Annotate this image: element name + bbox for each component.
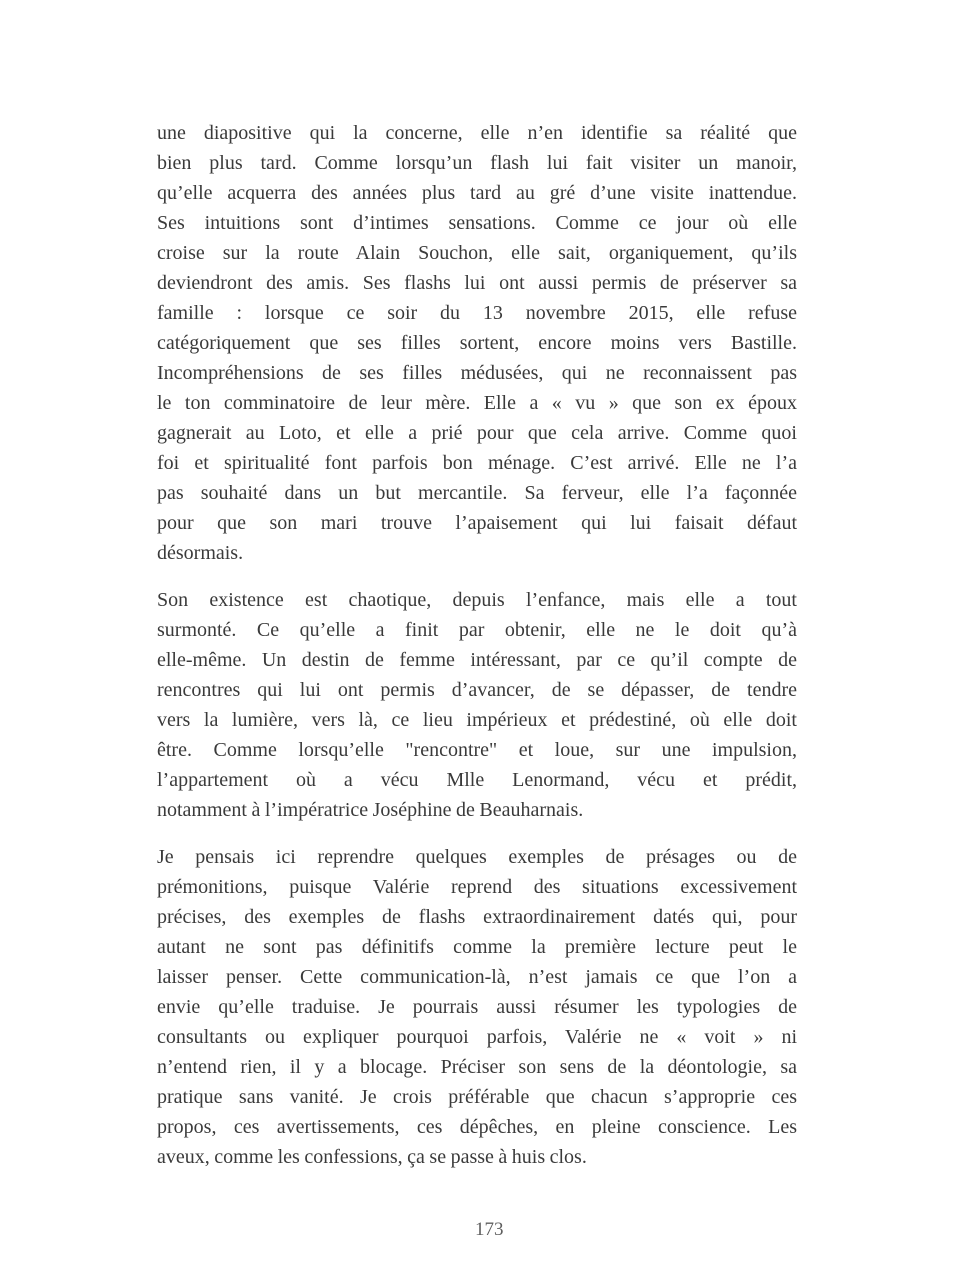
text-line: Je pensais ici reprendre quelques exemples de présages ou de: [157, 846, 797, 868]
text-line: propos, ces avertissements, ces dépêches, en pleine conscience. Les: [157, 1116, 797, 1138]
text-line: être. Comme lorsqu’elle "rencontre" et loue, sur une impulsion,: [157, 739, 797, 761]
text-line: pas souhaité dans un but mercantile. Sa ferveur, elle l’a façonnée: [157, 482, 797, 504]
page-number: 173: [475, 1219, 504, 1240]
text-line: laisser penser. Cette communication-là, n’est jamais ce que l’on a: [157, 966, 797, 988]
text-line: n’entend rien, il y a blocage. Préciser son sens de la déontologie, sa: [157, 1056, 797, 1078]
text-line: consultants ou expliquer pourquoi parfois, Valérie ne « voit » ni: [157, 1026, 797, 1048]
paragraph: [157, 118, 797, 568]
text-line: précises, des exemples de flashs extraordinairement datés qui, pour: [157, 906, 797, 928]
text-line: pour que son mari trouve l’apaisement qui lui faisait défaut: [157, 512, 797, 534]
text-line: qu’elle acquerra des années plus tard au gré d’une visite inattendue.: [157, 182, 797, 204]
text-line: notamment à l’impératrice Joséphine de Beauharnais.: [157, 799, 584, 821]
text-line: foi et spiritualité font parfois bon ménage. C’est arrivé. Elle ne l’a: [157, 452, 797, 474]
text-line: autant ne sont pas définitifs comme la première lecture peut le: [157, 936, 797, 958]
paragraph: [157, 585, 797, 825]
text-line: surmonté. Ce qu’elle a finit par obtenir, elle ne le doit qu’à: [157, 619, 797, 641]
text-line: le ton comminatoire de leur mère. Elle a « vu » que son ex époux: [157, 392, 797, 414]
text-line: famille : lorsque ce soir du 13 novembre 2015, elle refuse: [157, 302, 797, 324]
text-line: croise sur la route Alain Souchon, elle sait, organiquement, qu’ils: [157, 242, 797, 264]
text-line: bien plus tard. Comme lorsqu’un flash lui fait visiter un manoir,: [157, 152, 797, 174]
text-line: envie qu’elle traduise. Je pourrais aussi résumer les typologies de: [157, 996, 797, 1018]
paragraph: [157, 842, 797, 1172]
text-line: rencontres qui lui ont permis d’avancer, de se dépasser, de tendre: [157, 679, 797, 701]
text-line: désormais.: [157, 542, 244, 564]
text-line: Son existence est chaotique, depuis l’enfance, mais elle a tout: [157, 589, 797, 611]
text-line: elle-même. Un destin de femme intéressant, par ce qu’il compte de: [157, 649, 797, 671]
text-line: vers la lumière, vers là, ce lieu impérieux et prédestiné, où elle doit: [157, 709, 797, 731]
text-line: deviendront des amis. Ses flashs lui ont aussi permis de préserver sa: [157, 272, 797, 294]
text-line: prémonitions, puisque Valérie reprend des situations excessivement: [157, 876, 797, 898]
text-line: aveux, comme les confessions, ça se passe à huis clos.: [157, 1146, 587, 1168]
text-line: Ses intuitions sont d’intimes sensations. Comme ce jour où elle: [157, 212, 797, 234]
text-line: pratique sans vanité. Je crois préférable que chacun s’approprie ces: [157, 1086, 797, 1108]
text-line: Incompréhensions de ses filles médusées, qui ne reconnaissent pas: [157, 362, 797, 384]
text-line: une diapositive qui la concerne, elle n’en identifie sa réalité que: [157, 122, 797, 144]
text-line: l’appartement où a vécu Mlle Lenormand, vécu et prédit,: [157, 769, 797, 791]
text-line: catégoriquement que ses filles sortent, encore moins vers Bastille.: [157, 332, 797, 354]
text-line: gagnerait au Loto, et elle a prié pour que cela arrive. Comme quoi: [157, 422, 797, 444]
text-block: [157, 118, 797, 1172]
